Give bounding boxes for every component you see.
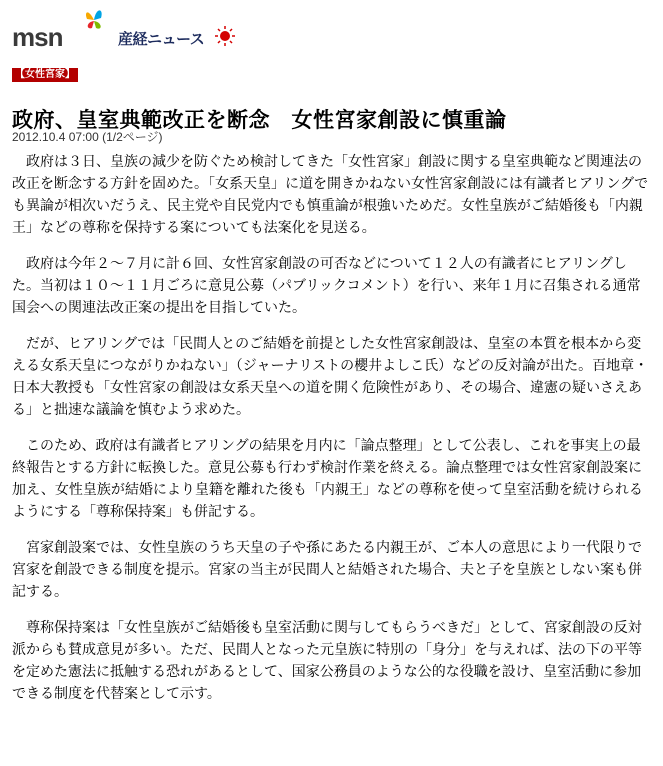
- sankei-sun-icon: [214, 25, 236, 47]
- paragraph: 尊称保持案は「女性皇族がご結婚後も皇室活動に関与してもらうべきだ」として、宮家創設の反対派からも賛成意見が多い。ただ、民間人となった元皇族に特別の「身分」を与えれば、法の下の平等を定めた憲法に抵触する恐れがあるとして、国家公務員のような公的な役職を設け、皇室活動に参加できる制度を代替案として示す。: [12, 620, 642, 702]
- article-body: [12, 151, 654, 719]
- paragraph: だが、ヒアリングでは「民間人とのご結婚を前提とした女性宮家創設は、皇室の本質を根本から変える女系天皇につながりかねない」（ジャーナリストの櫻井よしこ氏）などの反対論が出た。百地章・日本大教授も「女性宮家の創設は女系天皇への道を開く危険性があり、その場合、違憲の疑いさえある」と拙速な議論を慎むよう求めた。: [12, 336, 649, 418]
- paragraph: 政府は３日、皇族の減少を防ぐため検討してきた「女性宮家」創設に関する皇室典範など関連法の改正を断念する方針を固めた。「女系天皇」に道を開きかねない女性宮家創設には有識者ヒアリングでも異論が相次いだうえ、民主党や自民党内でも慎重論が根強いためだ。女性皇族がご結婚後も「内親王」などの尊称を保持する案についても法案化を見送る。: [12, 154, 649, 236]
- category-badge[interactable]: 【女性宮家】: [12, 68, 78, 82]
- article-dateline: 2012.10.4 07:00 (1/2ページ): [12, 130, 163, 144]
- msn-butterfly-icon: [82, 6, 106, 34]
- paragraph: 政府は今年２～７月に計６回、女性宮家創設の可否などについて１２人の有識者にヒアリングした。当初は１０～１１月ごろに意見公募（パブリックコメント）を行い、来年１月に召集される通常国会への関連法改正案の提出を目指していた。: [12, 256, 641, 316]
- msn-logo[interactable]: msn: [12, 22, 63, 52]
- paragraph: このため、政府は有識者ヒアリングの結果を月内に「論点整理」として公表し、これを事実上の最終報告とする方針に転換した。意見公募も行わず検討作業を終える。論点整理では女性宮家創設案に加え、女性皇族が結婚により皇籍を離れた後も「内親王」などの尊称を使って皇室活動を続けられるようにする「尊称保持案」も併記する。: [12, 438, 643, 520]
- sankei-news-logo[interactable]: 産経ニュース: [118, 30, 205, 48]
- article-headline: 政府、皇室典範改正を断念 女性宮家創設に慎重論: [12, 108, 507, 133]
- site-header: [0, 0, 663, 60]
- paragraph: 宮家創設案では、女性皇族のうち天皇の子や孫にあたる内親王が、ご本人の意思により一代限りで宮家を創設できる制度を提示。宮家の当主が民間人と結婚された場合、夫と子を皇族としない案も併記する。: [12, 540, 642, 600]
